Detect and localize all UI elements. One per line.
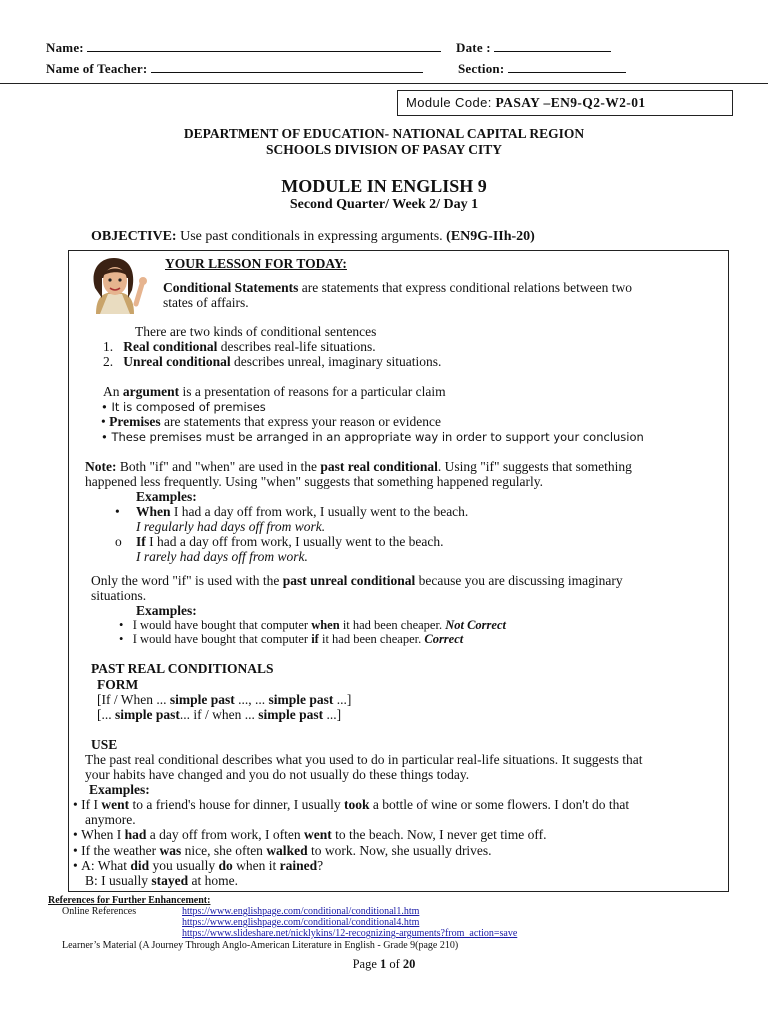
objective-code: (EN9G-IIh-20) [446,229,535,244]
example-verb: did [130,858,150,873]
form-term: simple past [169,692,235,707]
form-text: ...] [323,707,342,722]
page-label: Page [352,957,380,971]
past-real-heading: PAST REAL CONDITIONALS [91,661,274,676]
kinds-intro: There are two kinds of conditional sentences [135,324,377,339]
example-post: it had been cheaper. [339,618,446,632]
form-text: ..., ... [234,692,269,707]
department-heading [0,126,768,158]
online-references-label: Online References [62,906,137,917]
form-term: simple past [115,707,180,722]
premises-term: Premises [109,414,161,429]
argument-bullet-1: • It is composed of premises [101,400,266,414]
header-rule [0,83,768,84]
note-line-1 [85,459,632,474]
example-text: ? [317,858,324,873]
use-example-1 [73,797,629,812]
example-text: at home. [188,873,238,888]
example-text: to work. Now, she usually drives. [307,843,492,858]
example-rest: I had a day off from work, I usually went to the beach. [170,504,469,519]
example-text: If I [81,797,102,812]
example-pre: I would have bought that computer [132,618,312,632]
example-text: when it [232,858,280,873]
example-verb: went [303,827,332,842]
cond-statement-line-1 [163,280,632,295]
form-text: ...] [333,692,352,707]
argument-definition [103,384,446,399]
cond-def-1: are statements that express conditional relations between two [298,280,633,295]
argument-post: is a presentation of reasons for a particular claim [179,384,446,399]
only-if-text: because you are discussing imaginary [415,573,623,588]
bullet: • [115,504,120,519]
note-label: Note: [85,459,117,474]
form-term: simple past [268,692,334,707]
example-if-text [136,534,444,549]
name-label: Name: [46,40,84,55]
name-row [46,39,441,56]
bullet: • [73,827,78,842]
cond-term: Conditional Statements [163,280,299,295]
argument-bullet-2 [101,414,441,429]
example-when-italic: I regularly had days off from work. [136,519,326,534]
example-text: When I [81,827,125,842]
form-line-1 [97,692,351,707]
section-label: Section: [458,61,505,76]
example-keyword: if [311,632,319,646]
reference-link-1[interactable]: https://www.englishpage.com/conditional/conditional1.htm [182,906,420,917]
note-line-2: happened less frequently. Using "when" suggests that something happened regularly. [85,474,544,489]
department-line-1: DEPARTMENT OF EDUCATION- NATIONAL CAPITAL REGION [183,126,585,141]
bullet: • [73,797,78,812]
section-row [458,60,626,77]
only-if-line-1 [91,573,623,588]
kind-num: 2. [103,354,114,369]
example-text: nice, she often [181,843,267,858]
bullet: • [101,414,110,429]
department-line-2: SCHOOLS DIVISION OF PASAY CITY [265,142,503,157]
examples-label-2: Examples: [89,782,150,797]
example-verb: was [159,843,182,858]
use-example-1-cont: anymore. [85,812,136,827]
example-text: to a friend's house for dinner, I usually [129,797,344,812]
use-example-3 [73,843,492,858]
kind-item-1 [103,339,376,354]
kind-num: 1. [103,339,114,354]
example-keyword: when [311,618,340,632]
lesson-heading: YOUR LESSON FOR TODAY: [165,256,347,271]
example-rest: I had a day off from work, I usually went to the beach. [145,534,444,549]
example-text: you usually [149,858,219,873]
example-not-correct [119,618,506,633]
example-verb: rained [279,858,318,873]
example-keyword: If [136,534,146,549]
use-line-2: your habits have changed and you do not usually do these things today. [85,767,470,782]
teacher-label: Name of Teacher: [46,61,148,76]
date-row [456,39,611,56]
date-blank[interactable] [494,39,611,52]
example-verb: stayed [151,873,189,888]
form-text: ... if / when ... [179,707,259,722]
only-if-text: Only the word "if" is used with the [91,573,283,588]
of-label: of [386,957,403,971]
page-total: 20 [402,957,416,971]
examples-label: Examples: [136,603,197,618]
argument-pre: An [103,384,123,399]
example-verb: took [343,797,370,812]
example-text: If the weather [81,843,160,858]
example-when [115,504,120,519]
kind-desc: describes unreal, imaginary situations. [230,354,442,369]
bullet: • [73,858,78,873]
bullet: • [119,632,124,646]
argument-bullet-3: • These premises must be arranged in an appropriate way in order to support your conclusion [101,430,644,444]
use-line-1: The past real conditional describes what you used to do in particular real-life situations. It suggests that [85,752,643,767]
use-example-2 [73,827,547,842]
section-blank[interactable] [508,60,626,73]
argument-term: argument [122,384,180,399]
use-example-4 [73,858,323,873]
example-when-text [136,504,468,519]
example-verb: went [101,797,130,812]
example-pre: I would have bought that computer [132,632,312,646]
cond-statement-line-2: states of affairs. [163,295,249,310]
example-post: it had been cheaper. [318,632,425,646]
reference-link-2[interactable]: https://www.englishpage.com/conditional/conditional4.htm [182,917,420,928]
example-verb: had [124,827,147,842]
note-term: past real conditional [320,459,438,474]
reference-link-3[interactable]: https://www.slideshare.net/nicklykins/12-recognizing-arguments?from_action=save [182,928,518,939]
kind-item-2 [103,354,441,369]
kind-term: Unreal conditional [123,354,231,369]
premises-text: are statements that express your reason or evidence [160,414,441,429]
form-text: [If / When ... [97,692,170,707]
module-code-box [397,90,733,116]
use-example-5 [85,873,238,888]
form-term: simple past [258,707,324,722]
example-text: to the beach. Now, I never get time off. [331,827,547,842]
note-text: Both "if" and "when" are used in the [116,459,321,474]
example-verdict: Not Correct [445,618,506,632]
example-text: a bottle of wine or some flowers. I don't do that [369,797,630,812]
references-heading: References for Further Enhancement: [48,895,211,906]
page-number: 1 [380,957,387,971]
example-text: B: I usually [85,873,152,888]
learners-material-reference: Learner’s Material (A Journey Through Anglo-American Literature in English - Grade 9(page 210) [62,940,459,951]
name-blank[interactable] [87,39,441,52]
module-code-label: Module Code: [406,95,492,110]
use-label: USE [91,737,118,752]
module-subtitle: Second Quarter/ Week 2/ Day 1 [289,197,479,212]
example-text: A: What [81,858,131,873]
example-if-italic: I rarely had days off from work. [136,549,308,564]
objective-label: OBJECTIVE: [91,229,177,244]
example-if-bullet: o [115,534,122,549]
teacher-blank[interactable] [151,60,423,73]
form-line-2 [97,707,341,722]
example-verb: do [218,858,233,873]
form-label: FORM [97,677,139,692]
objective [91,229,535,245]
date-label: Date : [456,40,491,55]
bullet: • [119,618,124,632]
page-footer [0,957,768,972]
objective-text: Use past conditionals in expressing arguments. [176,229,447,244]
example-keyword: When [136,504,171,519]
examples-label: Examples: [136,489,197,504]
note-text: . Using "if" suggests that something [437,459,632,474]
form-text: [... [97,707,115,722]
kind-desc: describes real-life situations. [217,339,376,354]
example-correct [119,632,463,647]
teacher-row [46,60,423,77]
kind-term: Real conditional [123,339,218,354]
module-title: MODULE IN ENGLISH 9 [281,176,487,196]
example-text: a day off from work, I often [146,827,304,842]
bullet: • [73,843,78,858]
example-verdict: Correct [424,632,464,646]
example-verb: walked [266,843,308,858]
only-if-term: past unreal conditional [282,573,416,588]
only-if-line-2: situations. [91,588,147,603]
teacher-avatar-icon [78,254,152,316]
module-code-value: PASAY –EN9-Q2-W2-01 [491,95,646,110]
